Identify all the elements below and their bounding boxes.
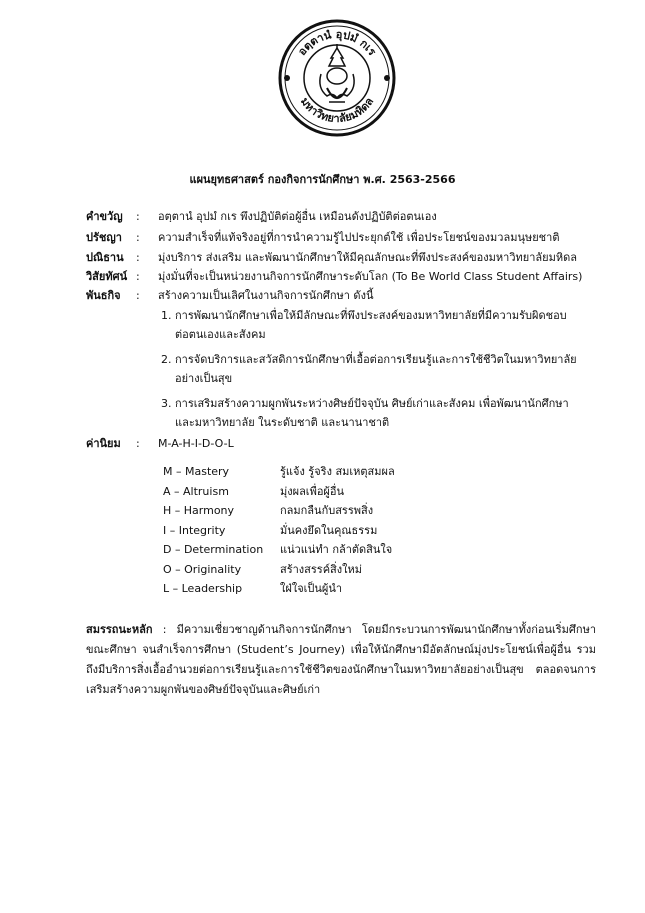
values-row [86,434,605,454]
value-term: D – Determination [163,543,264,556]
page-title: แผนยุทธศาสตร์ กองกิจการนักศึกษา พ.ศ. 2563-2566 [189,173,456,186]
value-meaning: สร้างสรรค์สิ่งใหม่ [280,562,363,576]
core-competency-paragraph [86,620,596,700]
motto-text: อตฺตานํ อุปมํ กเร พึงปฏิบัติต่อผู้อื่น เหมือนดังปฏิบัติต่อตนเอง [158,210,437,223]
value-term: O – Originality [163,562,242,576]
seal-top-text: อตฺตานํ อุปมํ กเร [295,27,379,59]
values-colon: : [136,437,140,450]
mission-label: พันธกิจ [86,289,121,302]
determination-text: มุ่งบริการ ส่งเสริม และพัฒนานักศึกษาให้มีคุณลักษณะที่พึงประสงค์ของมหาวิทยาลัยมหิดล [158,251,577,264]
mission-item-line: และมหาวิทยาลัย ในระดับชาติ และนานาชาติ [175,416,390,429]
value-term: I – Integrity [163,523,226,537]
values-list [163,462,395,599]
philosophy-label: ปรัชญา [86,231,122,244]
value-item [163,521,395,541]
motto-colon: : [136,210,140,223]
mission-item [161,350,601,388]
mission-item-number: 3. [161,397,172,410]
value-term: H – Harmony [163,504,235,517]
values-label: ค่านิยม [86,437,121,450]
determination-colon: : [136,251,140,264]
vision-label: วิสัยทัศน์ [86,270,128,283]
core-competency-label: สมรรถนะหลัก [86,623,153,636]
mission-item-number: 1. [161,309,172,322]
vision-colon: : [136,270,140,283]
mission-intro: สร้างความเป็นเลิศในงานกิจการนักศึกษา ดังนี้ [158,289,374,302]
mission-colon: : [136,289,140,302]
value-meaning: แน่วแน่ทำ กล้าตัดสินใจ [280,543,393,556]
motto-label: คำขวัญ [86,210,123,223]
vision-row [86,267,605,287]
value-item [163,579,395,599]
mission-row [86,286,605,306]
value-term: A – Altruism [163,484,229,498]
core-competency-text: มีความเชี่ยวชาญด้านกิจการนักศึกษา โดยมีกระบวนการพัฒนานักศึกษาทั้งก่อนเริ่มศึกษา ขณะศึกษา จนสำเร็จการศึกษา (Student’s Journey) เพื่อให้นักศึกษามีอัตลักษณ์มุ่งประโยชน์เพื่อผู้อื่น รวมถึงมีบริการสิ่งเอื้ออำนวยต่อการเรียนรู้และการใช้ชีวิตของนักศึกษาในมหาวิทยาลัยอย่างเป็นสุข ตลอดจนการเสริมสร้างความผูกพันของศิษย์ปัจจุบันและศิษย์เก่า [86,623,597,696]
value-term: L – Leadership [163,582,243,595]
philosophy-text: ความสำเร็จที่แท้จริงอยู่ที่การนำความรู้ไปประยุกต์ใช้ เพื่อประโยชน์ของมวลมนุษยชาติ [158,231,560,244]
core-competency-colon: : [162,623,167,636]
philosophy-row [86,228,605,248]
motto-row [86,207,605,227]
seal-emblem-icon [277,18,397,138]
mission-item [161,306,601,344]
values-acronym: M-A-H-I-D-O-L [158,437,234,450]
university-seal [277,18,397,138]
value-item [163,482,395,502]
mission-item-line: การเสริมสร้างความผูกพันระหว่างศิษย์ปัจจุบัน ศิษย์เก่าและสังคม เพื่อพัฒนานักศึกษา [175,397,569,410]
determination-label: ปณิธาน [86,251,124,264]
value-item [163,462,395,482]
value-meaning: ใฝ่ใจเป็นผู้นำ [280,582,343,595]
determination-row [86,248,605,268]
mission-item-line: อย่างเป็นสุข [175,372,233,385]
value-item [163,560,395,580]
mission-item-number: 2. [161,353,172,366]
mission-item-line: ต่อตนเองและสังคม [175,328,266,341]
mission-item-line: การพัฒนานักศึกษาเพื่อให้มีลักษณะที่พึงประสงค์ของมหาวิทยาลัยที่มีความรับผิดชอบ [175,309,567,322]
mission-list [161,306,601,438]
mission-item [161,394,601,432]
value-meaning: มั่นคงยึดในคุณธรรม [280,523,378,537]
svg-text:มหาวิทยาลัยมหิดล [298,95,376,125]
seal-bottom-text: มหาวิทยาลัยมหิดล [297,95,377,126]
value-meaning: รู้แจ้ง รู้จริง สมเหตุสมผล [280,465,395,478]
value-term: M – Mastery [163,465,230,478]
vision-text: มุ่งมั่นที่จะเป็นหน่วยงานกิจการนักศึกษาระดับโลก (To Be World Class Student Affairs) [158,270,583,283]
value-meaning: มุ่งผลเพื่อผู้อื่น [280,484,344,498]
svg-text:อตฺตานํ อุปมํ กเร [295,28,378,58]
value-item [163,540,395,560]
value-item [163,501,395,521]
value-meaning: กลมกลืนกับสรรพสิ่ง [280,504,374,517]
philosophy-colon: : [136,231,140,244]
mission-item-line: การจัดบริการและสวัสดิการนักศึกษาที่เอื้อต่อการเรียนรู้และการใช้ชีวิตในมหาวิทยาลัย [175,353,577,366]
